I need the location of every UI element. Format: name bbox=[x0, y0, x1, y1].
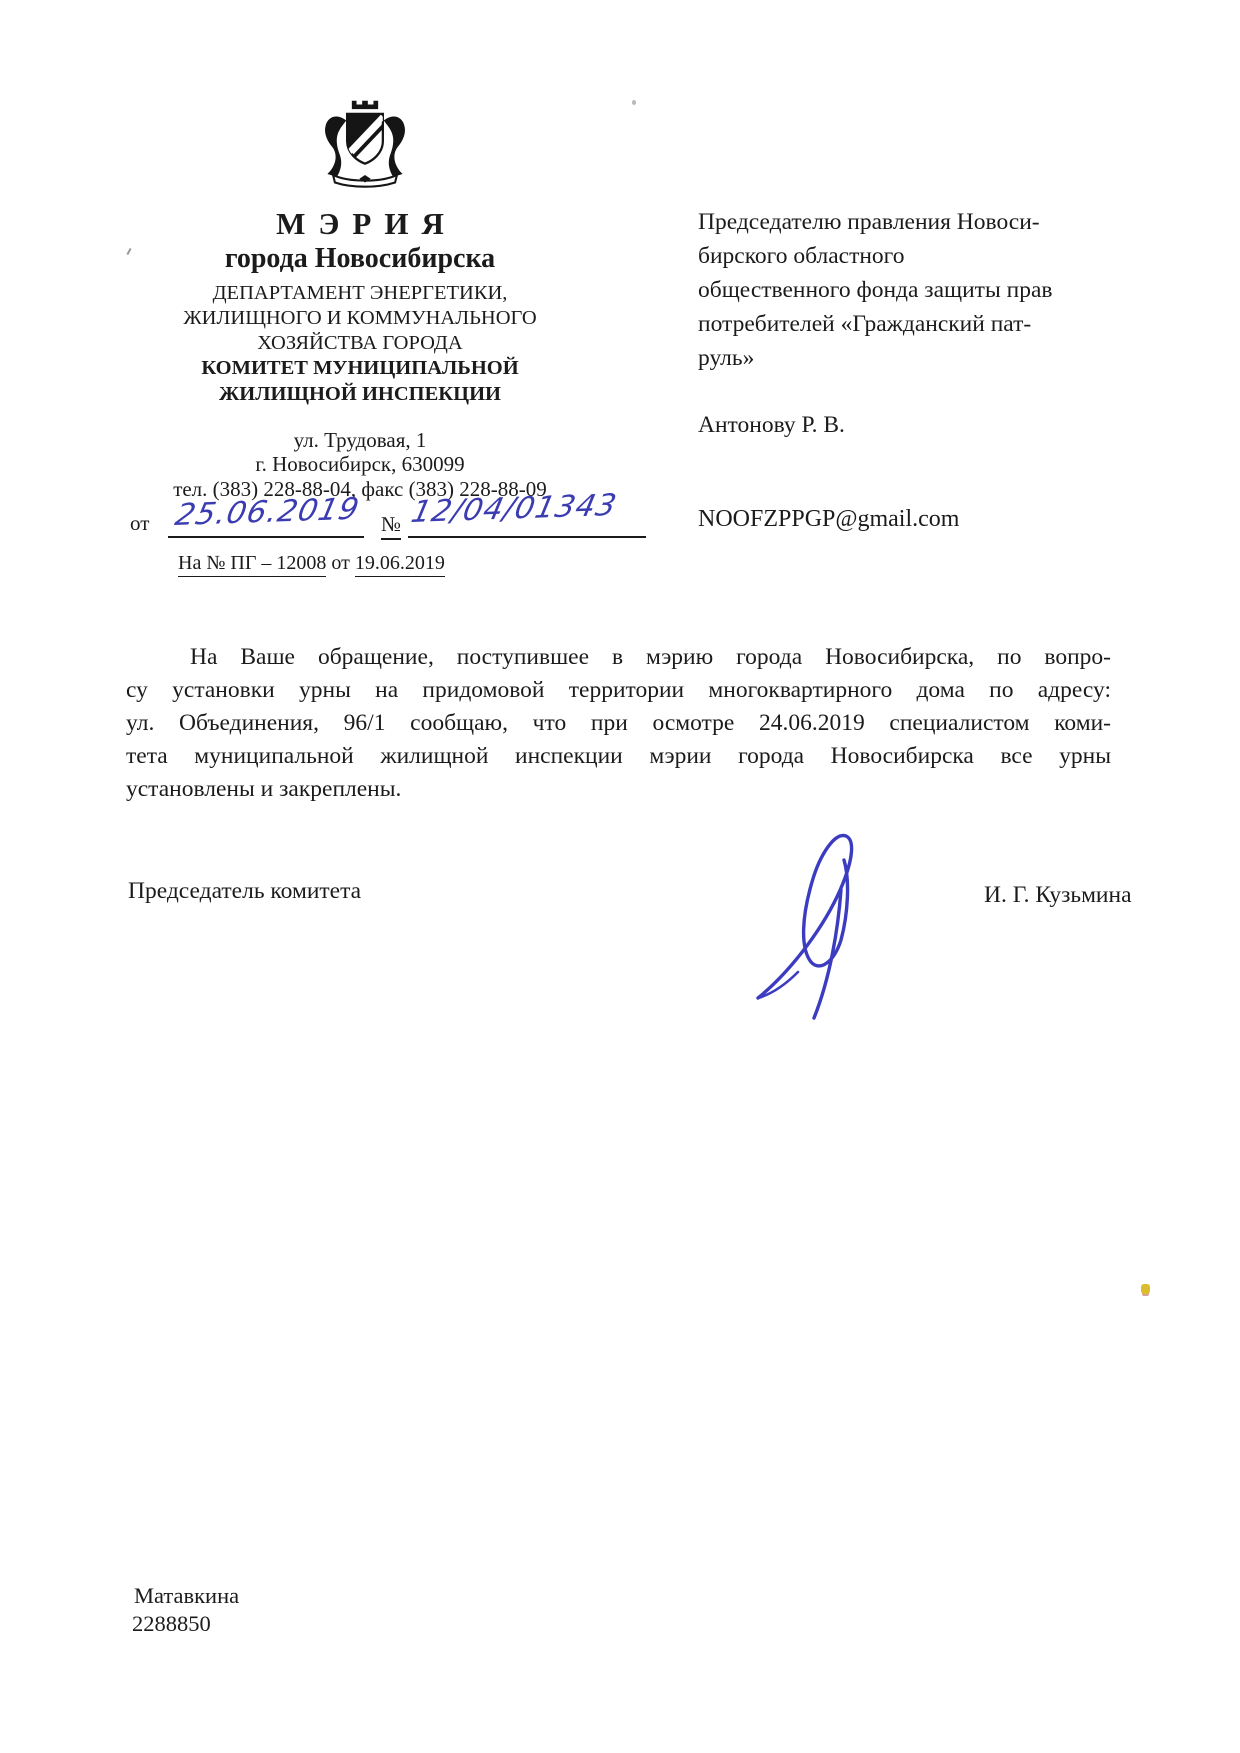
handwritten-signature bbox=[742, 826, 912, 1026]
executor-name: Матавкина bbox=[134, 1583, 240, 1608]
body-line: установлены и закреплены. bbox=[126, 776, 402, 802]
signer-position-title: Председатель комитета bbox=[128, 878, 362, 904]
executor-phone: 2288850 bbox=[132, 1611, 211, 1636]
recipient-email: NOOFZPPGP@gmail.com bbox=[698, 506, 960, 532]
reply-from-label: от bbox=[326, 552, 355, 574]
number-underline bbox=[408, 535, 646, 538]
committee-name bbox=[120, 355, 600, 407]
recipient-line: бирского областного bbox=[698, 243, 905, 269]
number-label: № bbox=[381, 512, 401, 540]
reply-reference-date: 19.06.2019 bbox=[355, 552, 445, 577]
recipient-name: Антонову Р. В. bbox=[698, 412, 845, 438]
department-line: ЖИЛИЩНОГО И КОММУНАЛЬНОГО bbox=[183, 307, 537, 329]
department-line: ХОЗЯЙСТВА ГОРОДА bbox=[257, 332, 463, 354]
recipient-line: общественного фонда защиты прав bbox=[698, 277, 1053, 303]
department-line: ДЕПАРТАМЕНТ ЭНЕРГЕТИКИ, bbox=[212, 282, 508, 304]
org-title: МЭРИЯ bbox=[276, 206, 457, 241]
date-underline bbox=[168, 535, 364, 538]
letter-body bbox=[126, 641, 1111, 806]
reply-reference-line bbox=[178, 552, 445, 575]
scan-speck-yellow bbox=[1141, 1284, 1150, 1294]
committee-line: КОМИТЕТ МУНИЦИПАЛЬНОЙ bbox=[201, 357, 519, 379]
org-subtitle: города Новосибирска bbox=[224, 243, 496, 274]
recipient-line: потребителей «Гражданский пат- bbox=[698, 311, 1032, 337]
handwritten-number: 12/04/01343 bbox=[408, 487, 621, 530]
address-street: ул. Трудовая, 1 bbox=[293, 428, 427, 452]
handwritten-date: 25.06.2019 bbox=[172, 491, 363, 533]
reply-reference-number: На № ПГ – 12008 bbox=[178, 552, 326, 577]
department-name bbox=[120, 281, 600, 356]
date-from-label: от bbox=[130, 511, 150, 535]
recipient-address-block bbox=[698, 205, 1138, 375]
phone-fax-line: тел. (383) 228-88-04, факс (383) 228-88-09 bbox=[173, 477, 547, 501]
signer-name: И. Г. Кузьмина bbox=[984, 882, 1132, 908]
body-line: ул. Объединения, 96/1 сообщаю, что при осмотре 24.06.2019 специалистом коми- bbox=[126, 710, 1111, 736]
body-line: На Ваше обращение, поступившее в мэрию города Новосибирска, по вопро- bbox=[190, 644, 1111, 670]
address-city: г. Новосибирск, 630099 bbox=[255, 452, 465, 476]
novosibirsk-coat-of-arms-icon bbox=[317, 96, 413, 190]
committee-line: ЖИЛИЩНОЙ ИНСПЕКЦИИ bbox=[219, 383, 501, 405]
body-line: тета муниципальной жилищной инспекции мэрии города Новосибирска все урны bbox=[126, 743, 1111, 769]
scan-speck-gray bbox=[632, 100, 636, 105]
recipient-line: Председателю правления Новоси- bbox=[698, 209, 1040, 235]
recipient-line: руль» bbox=[698, 345, 755, 371]
body-line: су установки урны на придомовой территории многоквартирного дома по адресу: bbox=[126, 677, 1111, 703]
